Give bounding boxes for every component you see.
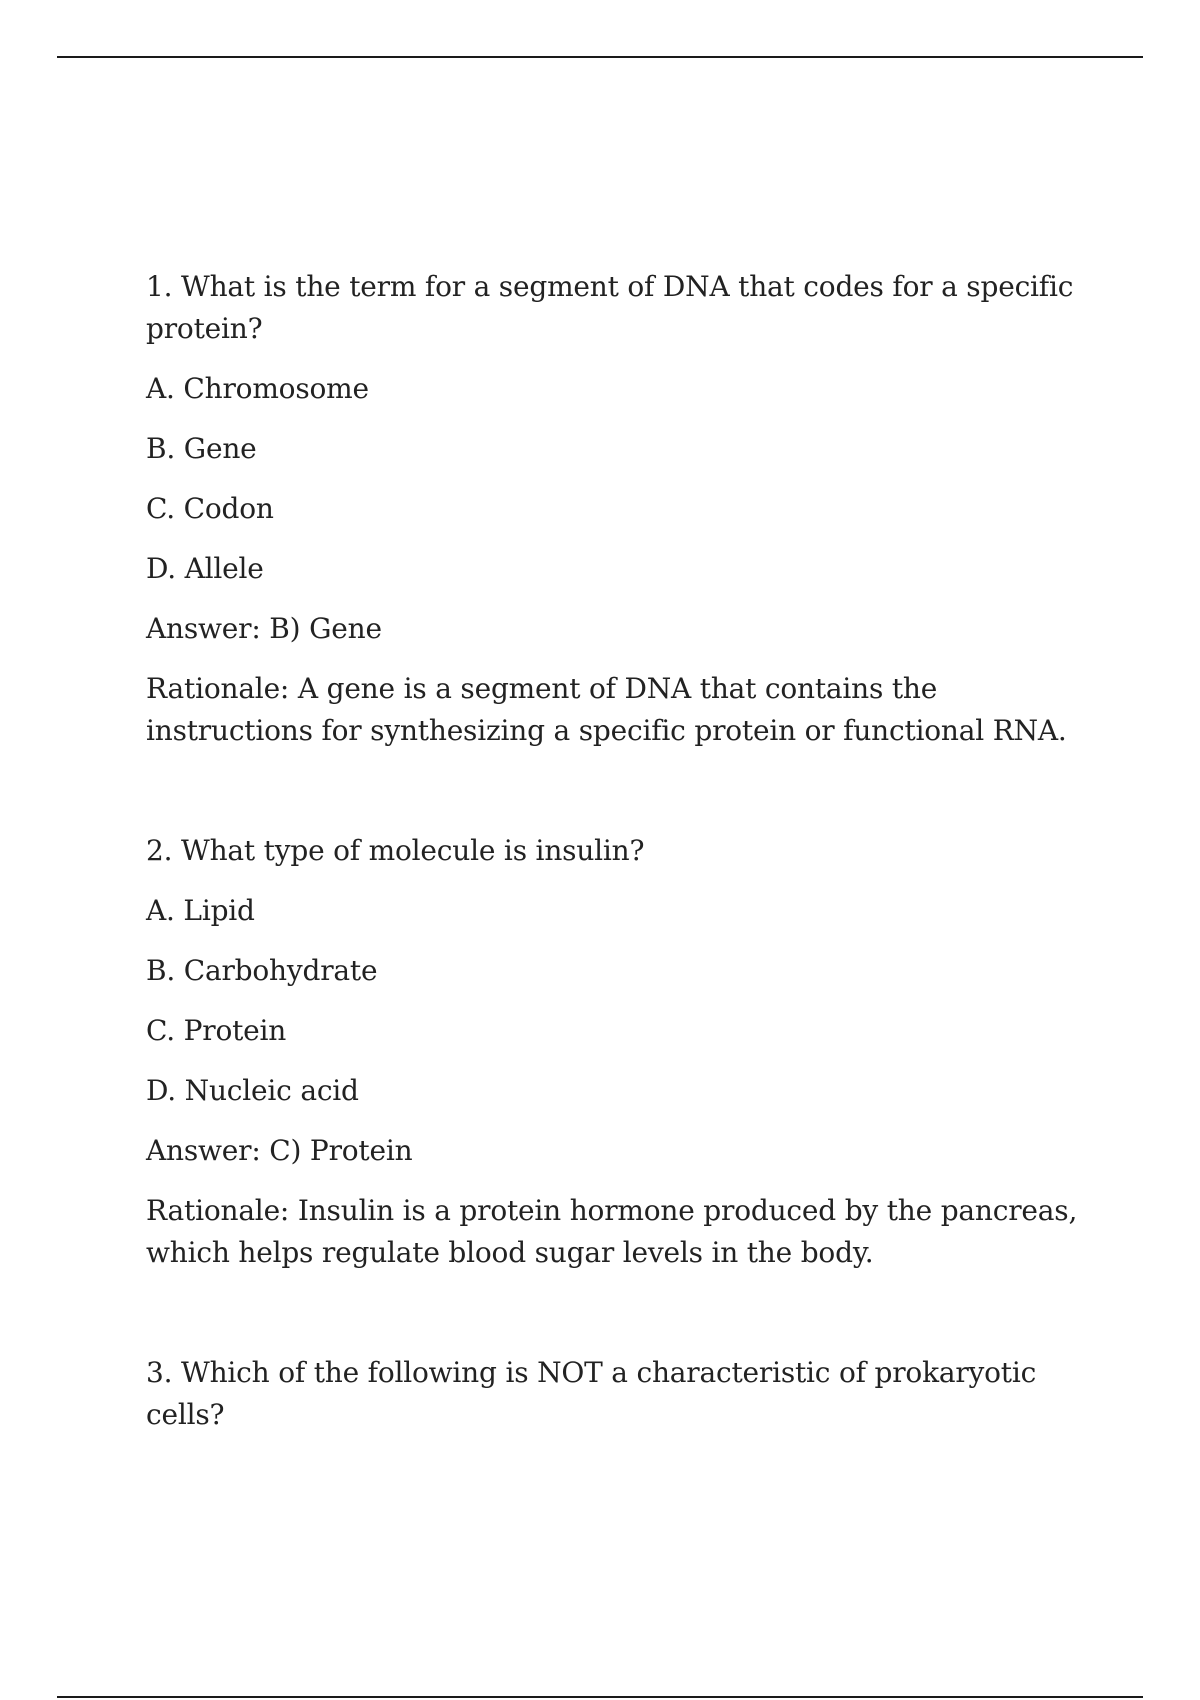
option-b: B. Carbohydrate: [146, 954, 378, 987]
header-rule: [57, 56, 1143, 58]
question-block-3: [146, 1352, 1086, 1436]
question-text: 2. What type of molecule is insulin?: [146, 834, 645, 867]
question-text: 1. What is the term for a segment of DNA that codes for a specific protein?: [146, 270, 1074, 345]
question-block-2: [146, 830, 1086, 1274]
rationale-text: Rationale: A gene is a segment of DNA that contains the instructions for synthesizing a specific protein or functional RNA.: [146, 672, 1067, 747]
option-d: D. Allele: [146, 552, 264, 585]
option-c: C. Protein: [146, 1014, 287, 1047]
answer-text: Answer: C) Protein: [146, 1134, 413, 1167]
option-d: D. Nucleic acid: [146, 1074, 359, 1107]
question-text: 3. Which of the following is NOT a characteristic of prokaryotic cells?: [146, 1356, 1037, 1431]
option-c: C. Codon: [146, 492, 274, 525]
option-a: A. Lipid: [146, 894, 255, 927]
footer-rule: [57, 1696, 1143, 1698]
option-b: B. Gene: [146, 432, 257, 465]
option-a: A. Chromosome: [146, 372, 369, 405]
document-body: [146, 266, 1086, 1454]
answer-text: Answer: B) Gene: [146, 612, 382, 645]
rationale-text: Rationale: Insulin is a protein hormone produced by the pancreas, which helps regulate blood sugar levels in the body.: [146, 1194, 1078, 1269]
question-block-1: [146, 266, 1086, 752]
